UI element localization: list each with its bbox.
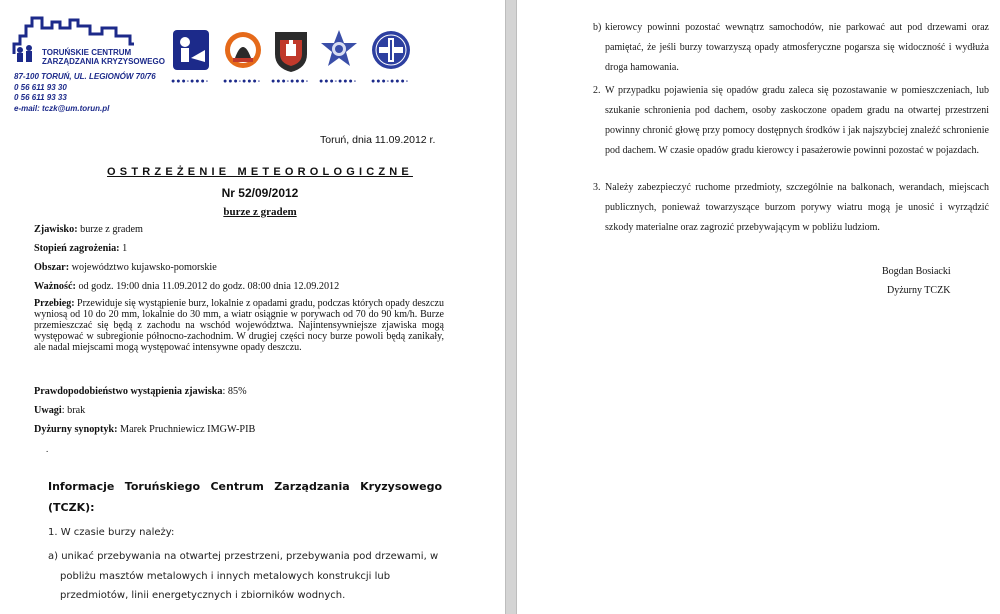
field-area <box>34 262 217 273</box>
emblem-row <box>171 28 471 90</box>
tczk-item-3 <box>593 178 989 240</box>
emergency-medical-icon <box>371 28 411 74</box>
field-phenomenon <box>34 224 143 235</box>
field-threat-level <box>34 243 127 254</box>
field-label: Uwagi <box>34 405 62 416</box>
contact-phone-2: 0 56 611 93 33 <box>14 93 67 102</box>
item-text: W przypadku pojawienia się opadów gradu zaleca się pozostawanie w pomieszczeniach, lub szukanie schronienia pod dachem, osoby zaskoczone opadem gradu na otwartej przestrzeni powinny chronić głowę przy pomocy dostępnych środków i jak najszybciej znaleźć schronienie pod dachem. W czasie opadów gradu kierowcy i pasażerowie powinni pozostać w pojazdach. <box>605 85 989 156</box>
fire-brigade-icon <box>223 28 263 74</box>
field-notes <box>34 405 85 416</box>
warning-number: Nr 52/09/2012 <box>221 186 299 200</box>
document-page-right <box>517 0 1000 614</box>
tczk-item-a-line2: pobliżu masztów metalowych i innych metalowych konstrukcji lub <box>60 571 391 582</box>
place-date: Toruń, dnia 11.09.2012 r. <box>320 134 436 146</box>
tczk-item-a-line3: przedmiotów, linii energetycznych i zbiorników wodnych. <box>60 590 346 601</box>
field-value: województwo kujawsko-pomorskie <box>69 262 217 273</box>
emblem-dots: ●●●-●●●- <box>171 78 210 85</box>
course-text: Przewiduje się wystąpienie burz, lokalnie z opadami gradu, podczas których opady deszczu wyniosą od 10 do 20 mm, lokalnie do 30 mm, a wiatr osiągnie w porywach od 70 do 90 km/h. Burze przemieszczać się będą z zachodu na wschód województwa. Najintensywniejsze zjawiska mogą występować w subregionie północno-zachodnim. W drugiej części nocy burze powoli będą zanikały, ale nadal miejscami mogą występować intensywne opady deszczu. <box>34 298 444 353</box>
field-value: burze z gradem <box>77 224 143 235</box>
field-label: Przebieg: <box>34 298 75 309</box>
emblem-dots: ●●●-●●●- <box>223 78 262 85</box>
field-synoptic <box>34 424 255 435</box>
signature-name: Bogdan Bosiacki <box>882 266 951 277</box>
field-value: : 85% <box>222 386 247 397</box>
tczk-logo <box>12 14 165 124</box>
item-number: 2. <box>593 85 601 96</box>
contact-email: e-mail: tczk@um.torun.pl <box>14 103 110 113</box>
warning-phenomenon: burze z gradem <box>223 206 297 218</box>
field-value: Marek Pruchniewicz IMGW-PIB <box>117 424 256 435</box>
field-label: Zjawisko: <box>34 224 78 235</box>
emblem-dots: ●●●-●●●- <box>319 78 358 85</box>
contact-address: 87-100 TORUŃ, UL. LEGIONÓW 70/76 <box>14 72 156 81</box>
tczk-item-2 <box>593 81 989 181</box>
item-number: 3. <box>593 182 601 193</box>
field-validity <box>34 281 339 292</box>
signature-role: Dyżurny TCZK <box>887 285 951 296</box>
item-text: Należy zabezpieczyć ruchome przedmioty, szczególnie na balkonach, werandach, miejscach publicznych, ponieważ towarzyszące burzom porywy wiatru mogą je unosić i wyrządzić szkody materialne oraz zagrozić przebywającym w pobliżu ludziom. <box>605 182 989 233</box>
tczk-info-heading: Informacje Toruńskiego Centrum Zarządzania Kryzysowego (TCZK): <box>48 480 442 514</box>
police-star-icon <box>319 28 359 74</box>
item-number: b) <box>593 22 602 33</box>
field-label: Stopień zagrożenia: <box>34 243 120 254</box>
field-value: od godz. 19:00 dnia 11.09.2012 do godz. 08:00 dnia 12.09.2012 <box>75 281 340 292</box>
logo-line2: ZARZĄDZANIA KRYZYSOWEGO <box>42 57 165 66</box>
field-label: Obszar: <box>34 262 70 273</box>
contact-block <box>14 72 156 114</box>
field-value: : brak <box>61 405 86 416</box>
page-gutter <box>505 0 517 614</box>
field-course <box>34 298 444 353</box>
city-guard-icon <box>271 28 311 74</box>
contact-phone-1: 0 56 611 93 30 <box>14 82 67 92</box>
emblem-dots: ●●●-●●●- <box>271 78 310 85</box>
field-value: 1 <box>119 243 128 254</box>
field-label: Dyżurny synoptyk: <box>34 424 118 435</box>
field-probability <box>34 386 247 397</box>
tczk-item-a-line1: a) unikać przebywania na otwartej przestrzeni, przebywania pod drzewami, w <box>48 551 439 562</box>
field-label: Ważność: <box>34 281 76 292</box>
warning-title: OSTRZEŻENIE METEOROLOGICZNE <box>107 166 413 178</box>
emblem-dots: ●●●-●●●- <box>371 78 410 85</box>
logo-line1: TORUŃSKIE CENTRUM <box>42 48 132 57</box>
tczk-item-1: 1. W czasie burzy należy: <box>48 527 175 538</box>
civil-protection-icon <box>171 28 211 74</box>
logo-title <box>42 48 165 66</box>
tczk-item-b <box>593 18 989 80</box>
field-label: Prawdopodobieństwo wystąpienia zjawiska <box>34 386 223 397</box>
item-text: kierowcy powinni pozostać wewnątrz samochodów, nie parkować aut pod drzewami oraz pamiętać, że jeśli burzy towarzyszą opady atmosferyczne pogarsza się widoczność i wydłuża droga hamowania. <box>605 22 989 73</box>
stray-dot: . <box>46 444 49 454</box>
